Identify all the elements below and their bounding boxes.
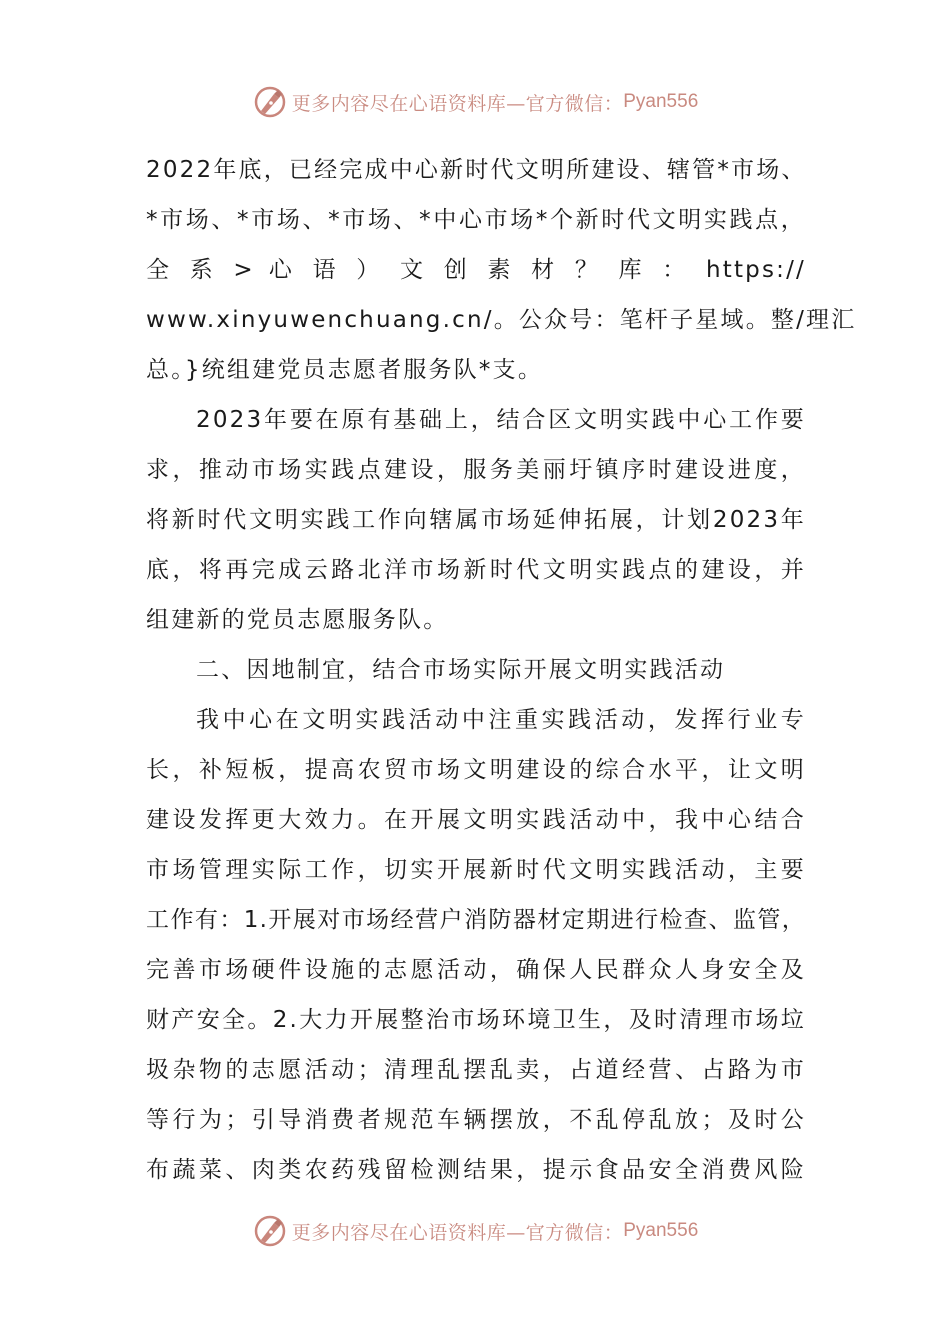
body-line: *市场、*市场、*市场、*中心市场*个新时代文明实践点， [146,207,806,233]
body-line: 财产安全。2.大力开展整治市场环境卫生，及时清理市场垃 [146,1007,806,1033]
body-line: 等行为；引导消费者规范车辆摆放，不乱停乱放；及时公 [146,1107,806,1133]
document-body [146,145,857,1195]
pen-nib-logo-icon [252,1213,288,1249]
body-line: 建设发挥更大效力。在开展文明实践活动中，我中心结合 [146,807,806,833]
body-line: 市场管理实际工作，切实开展新时代文明实践活动，主要 [146,857,806,883]
watermark-wechat-id: Pyan556 [623,91,699,112]
body-line: 2022年底，已经完成中心新时代文明所建设、辖管*市场、 [146,157,807,183]
body-line: 总。}统组建党员志愿者服务队*支。 [146,357,544,383]
body-line: 底，将再完成云路北洋市场新时代文明实践点的建设，并 [146,557,806,583]
body-line: 全 系 > 心 语 ） 文 创 素 材 ？ 库 ： https:// [146,257,806,283]
watermark-footer [0,1209,950,1253]
body-line: 圾杂物的志愿活动；清理乱摆乱卖，占道经营、占路为市 [146,1057,806,1083]
watermark-text: 更多内容尽在心语资料库—官方微信： [291,1221,624,1244]
body-line: 布蔬菜、肉类农药残留检测结果，提示食品安全消费风险 [146,1157,806,1183]
body-line: www.xinyuwenchuang.cn/。公众号：笔杆子星域。整/理汇 [146,307,857,333]
body-line: 长，补短板，提高农贸市场文明建设的综合水平，让文明 [146,757,806,783]
watermark-header [0,80,950,124]
body-line: 我中心在文明实践活动中注重实践活动，发挥行业专 [196,707,806,733]
body-line: 组建新的党员志愿服务队。 [146,607,449,633]
pen-nib-logo-icon [252,84,288,120]
watermark-text: 更多内容尽在心语资料库—官方微信： [291,92,624,115]
watermark-wechat-id: Pyan556 [623,1220,699,1241]
body-line: 完善市场硬件设施的志愿活动，确保人民群众人身安全及 [146,957,806,983]
section-heading: 二、因地制宜，结合市场实际开展文明实践活动 [196,657,726,683]
body-line: 将新时代文明实践工作向辖属市场延伸拓展，计划2023年 [146,507,806,533]
body-line: 求，推动市场实践点建设，服务美丽圩镇序时建设进度， [146,457,806,483]
body-line: 工作有：1.开展对市场经营户消防器材定期进行检查、监管， [146,907,806,933]
body-line: 2023年要在原有基础上，结合区文明实践中心工作要 [196,407,806,433]
